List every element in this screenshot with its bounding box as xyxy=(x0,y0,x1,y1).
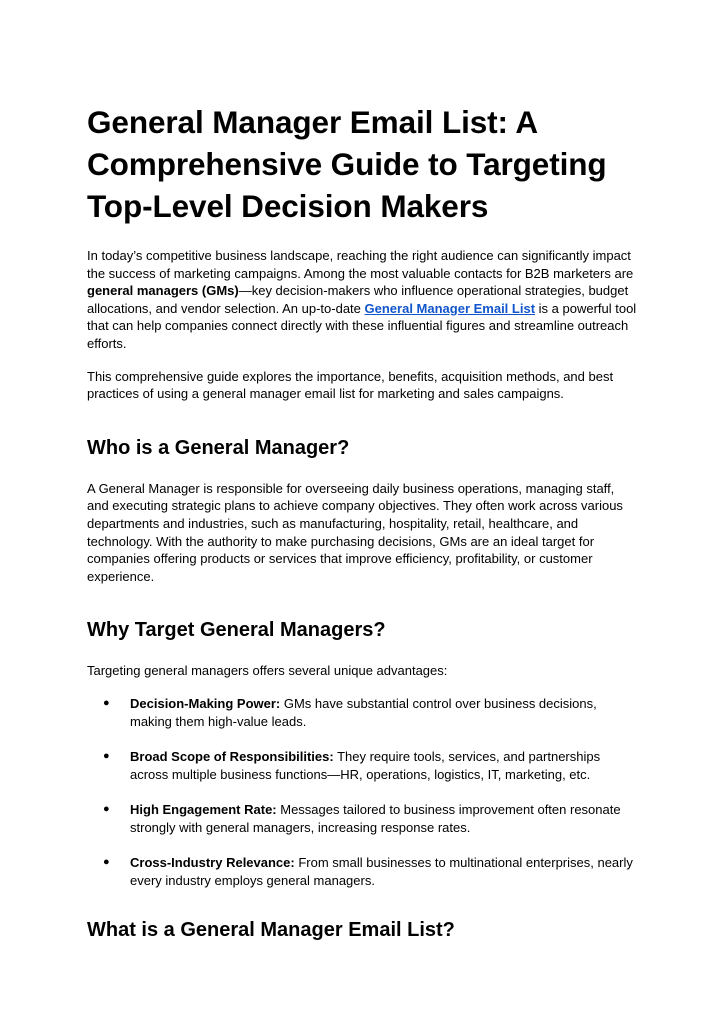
advantages-list xyxy=(87,695,637,890)
list-item xyxy=(87,748,637,783)
list-item-label: Cross-Industry Relevance: xyxy=(130,855,295,871)
intro-paragraph xyxy=(87,247,637,353)
list-item xyxy=(87,801,637,836)
intro-text-3: is a powerful tool that can help companies connect directly with these influential figures and streamline outreach efforts. xyxy=(87,300,637,351)
list-item-label: Broad Scope of Responsibilities: xyxy=(130,749,334,765)
why-paragraph: Targeting general managers offers several unique advantages: xyxy=(87,663,448,679)
bullet-icon: ● xyxy=(103,856,110,869)
list-item-text: GMs have substantial control over business decisions, making them high-value leads. xyxy=(130,695,597,729)
general-manager-email-list-link[interactable]: General Manager Email List xyxy=(364,300,536,316)
intro-paragraph-2: This comprehensive guide explores the importance, benefits, acquisition methods, and best practices of using a general manager email list for marketing and sales campaigns. xyxy=(87,368,614,402)
list-item-text: They require tools, services, and partnerships across multiple business functions—HR, operations, logistics, IT, marketing, etc. xyxy=(130,749,601,782)
intro-bold-gm: general managers (GMs) xyxy=(87,283,239,299)
list-item xyxy=(87,854,637,889)
heading-who-is-gm: Who is a General Manager? xyxy=(87,436,350,459)
intro-text-2: —key decision-makers who influence operational strategies, budget allocations, and vendor selection. An up-to-date xyxy=(87,283,629,316)
page-title: General Manager Email List: A Comprehensive Guide to Targeting Top-Level Decision Makers xyxy=(87,104,607,224)
who-paragraph: A General Manager is responsible for overseeing daily business operations, managing staff, and executing strategic plans to achieve company objectives. They often work across various departments and industries, such as manufacturing, hospitality, retail, healthcare, and technology. With the authority to make purchasing decisions, GMs are an ideal target for companies offering products or services that improve efficiency, profitability, or customer experience. xyxy=(87,480,623,584)
list-item xyxy=(87,695,637,730)
list-item-text: From small businesses to multinational enterprises, nearly every industry employs general managers. xyxy=(130,855,633,889)
heading-why-target: Why Target General Managers? xyxy=(87,619,386,642)
list-item-label: Decision-Making Power: xyxy=(130,695,281,711)
list-item-label: High Engagement Rate: xyxy=(130,802,277,818)
intro-text-1: In today’s competitive business landscape, reaching the right audience can significantly impact the success of marketing campaigns. Among the most valuable contacts for B2B marketers are xyxy=(87,248,634,281)
bullet-icon: ● xyxy=(103,696,110,709)
list-item-text: Messages tailored to business improvement often resonate strongly with general managers, increasing response rates. xyxy=(130,802,621,835)
document-page xyxy=(87,101,637,943)
bullet-icon: ● xyxy=(103,803,110,816)
bullet-icon: ● xyxy=(103,750,110,763)
heading-what-is-list: What is a General Manager Email List? xyxy=(87,918,455,941)
